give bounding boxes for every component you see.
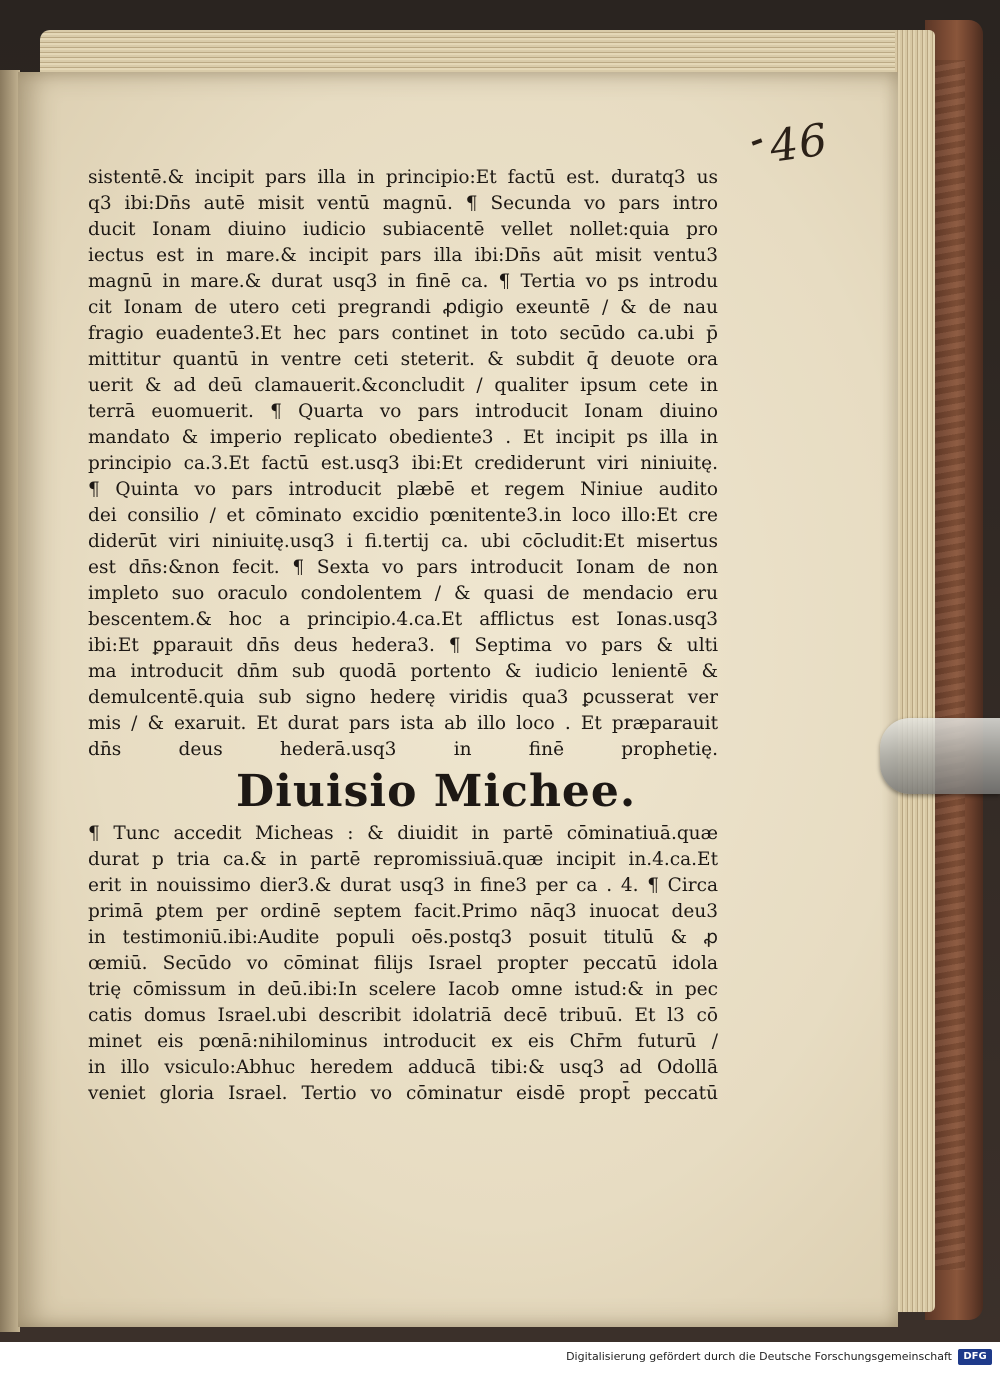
bookmark-strip bbox=[880, 718, 1000, 794]
text-line: mittitur quantū in ventre ceti steterit. & subdit q̄ deuote ora bbox=[88, 349, 718, 370]
text-line: erit in nouissimo dier3.& durat usq3 in fine3 per ca . 4. ¶ Circa bbox=[88, 875, 718, 896]
footer-credit: Digitalisierung gefördert durch die Deutsche Forschungsgemeinschaft bbox=[566, 1350, 952, 1363]
text-line: trię cōmissum in deū.ibi:In scelere Iacob omne istud:& in pec bbox=[88, 979, 718, 1000]
text-line: impleto suo oraculo condolentem / & quasi de mendacio eru bbox=[88, 583, 718, 604]
text-line: bescentem.& hoc a principio.4.ca.Et afflictus est Ionas.usq3 bbox=[88, 609, 718, 630]
text-line: principio ca.3.Et factū est.usq3 ibi:Et crediderunt viri niniuitę. bbox=[88, 453, 718, 474]
page-top-edges bbox=[40, 30, 920, 78]
text-line: minet eis pœnā:nihilominus introducit ex eis Chr̄m futurū / bbox=[88, 1031, 718, 1052]
page-fore-edges bbox=[895, 30, 935, 1312]
text-line: ¶ Quinta vo pars introducit plæbē et regem Niniue audito bbox=[88, 479, 718, 500]
text-line: cit Ionam de utero ceti pregrandi ꝓdigio exeuntē / & de nau bbox=[88, 297, 718, 318]
text-line: mis / & exaruit. Et durat pars ista ab illo loco . Et præparauit bbox=[88, 713, 718, 734]
text-line: ducit Ionam diuino iudicio subiacentē vellet nollet:quia pro bbox=[88, 219, 718, 240]
text-block bbox=[88, 165, 718, 1107]
text-line: terrā euomuerit. ¶ Quarta vo pars introducit Ionam diuino bbox=[88, 401, 718, 422]
text-line: veniet gloria Israel. Tertio vo cōminatur eisdē propt̄ peccatū bbox=[88, 1083, 718, 1104]
text-line: q3 ibi:Dn̄s autē misit ventū magnū. ¶ Secunda vo pars intro bbox=[88, 193, 718, 214]
text-line: primā ꝑtem per ordinē septem facit.Primo nāq3 inuocat deu3 bbox=[88, 901, 718, 922]
text-line: ibi:Et ꝑparauit dn̄s deus hedera3. ¶ Septima vo pars & ulti bbox=[88, 635, 718, 656]
footer-bar bbox=[0, 1342, 1000, 1373]
text-line: magnū in mare.& durat usq3 in finē ca. ¶ Tertia vo ps introdu bbox=[88, 271, 718, 292]
text-line: dei consilio / et cōminato excidio pœnitente3.in loco illo:Et cre bbox=[88, 505, 718, 526]
section-heading: Diuisio Michee. bbox=[236, 766, 637, 817]
text-line: uerit & ad deū clamauerit.&concludit / qualiter ipsum cete in bbox=[88, 375, 718, 396]
text-line: œmiū. Secūdo vo cōminat filijs Israel propter peccatū idola bbox=[88, 953, 718, 974]
text-line: in testimoniū.ibi:Audite populi oēs.postq3 posuit titulū & ꝓ bbox=[88, 927, 718, 948]
dfg-logo: DFG bbox=[958, 1349, 992, 1365]
folio-number: 46 bbox=[766, 114, 832, 173]
text-line: dn̄s deus hederā.usq3 in finē prophetię. bbox=[88, 739, 718, 760]
text-line: est dn̄s:&non fecit. ¶ Sexta vo pars introducit Ionam de non bbox=[88, 557, 718, 578]
text-line: catis domus Israel.ubi describit idolatriā decē tribuū. Et l3 cō bbox=[88, 1005, 718, 1026]
text-line: durat p tria ca.& in partē repromissiuā.quæ incipit in.4.ca.Et bbox=[88, 849, 718, 870]
text-line: mandato & imperio replicato obediente3 . Et incipit ps illa in bbox=[88, 427, 718, 448]
text-line: ¶ Tunc accedit Micheas : & diuidit in partē cōminatiuā.quæ bbox=[88, 823, 718, 844]
text-line: fragio euadente3.Et hec pars continet in toto secūdo ca.ubi p̄ bbox=[88, 323, 718, 344]
text-line: in illo vsiculo:Abhuc heredem adducā tibi:& usq3 ad Odollā bbox=[88, 1057, 718, 1078]
text-line: demulcentē.quia sub signo hederę viridis qua3 ꝑcusserat ver bbox=[88, 687, 718, 708]
text-paragraph-micah bbox=[88, 821, 718, 1107]
left-page-edge bbox=[0, 70, 20, 1332]
text-paragraph-jonah bbox=[88, 165, 718, 763]
text-line: sistentē.& incipit pars illa in principio:Et factū est. duratq3 us bbox=[88, 167, 718, 188]
text-line: ma introducit dn̄m sub quodā portento & iudicio lenientē & bbox=[88, 661, 718, 682]
text-line: diderūt viri niniuitę.usq3 i fi.tertij ca. ubi cōcludit:Et misertus bbox=[88, 531, 718, 552]
text-line: iectus est in mare.& incipit pars illa ibi:Dn̄s aūt misit ventu3 bbox=[88, 245, 718, 266]
